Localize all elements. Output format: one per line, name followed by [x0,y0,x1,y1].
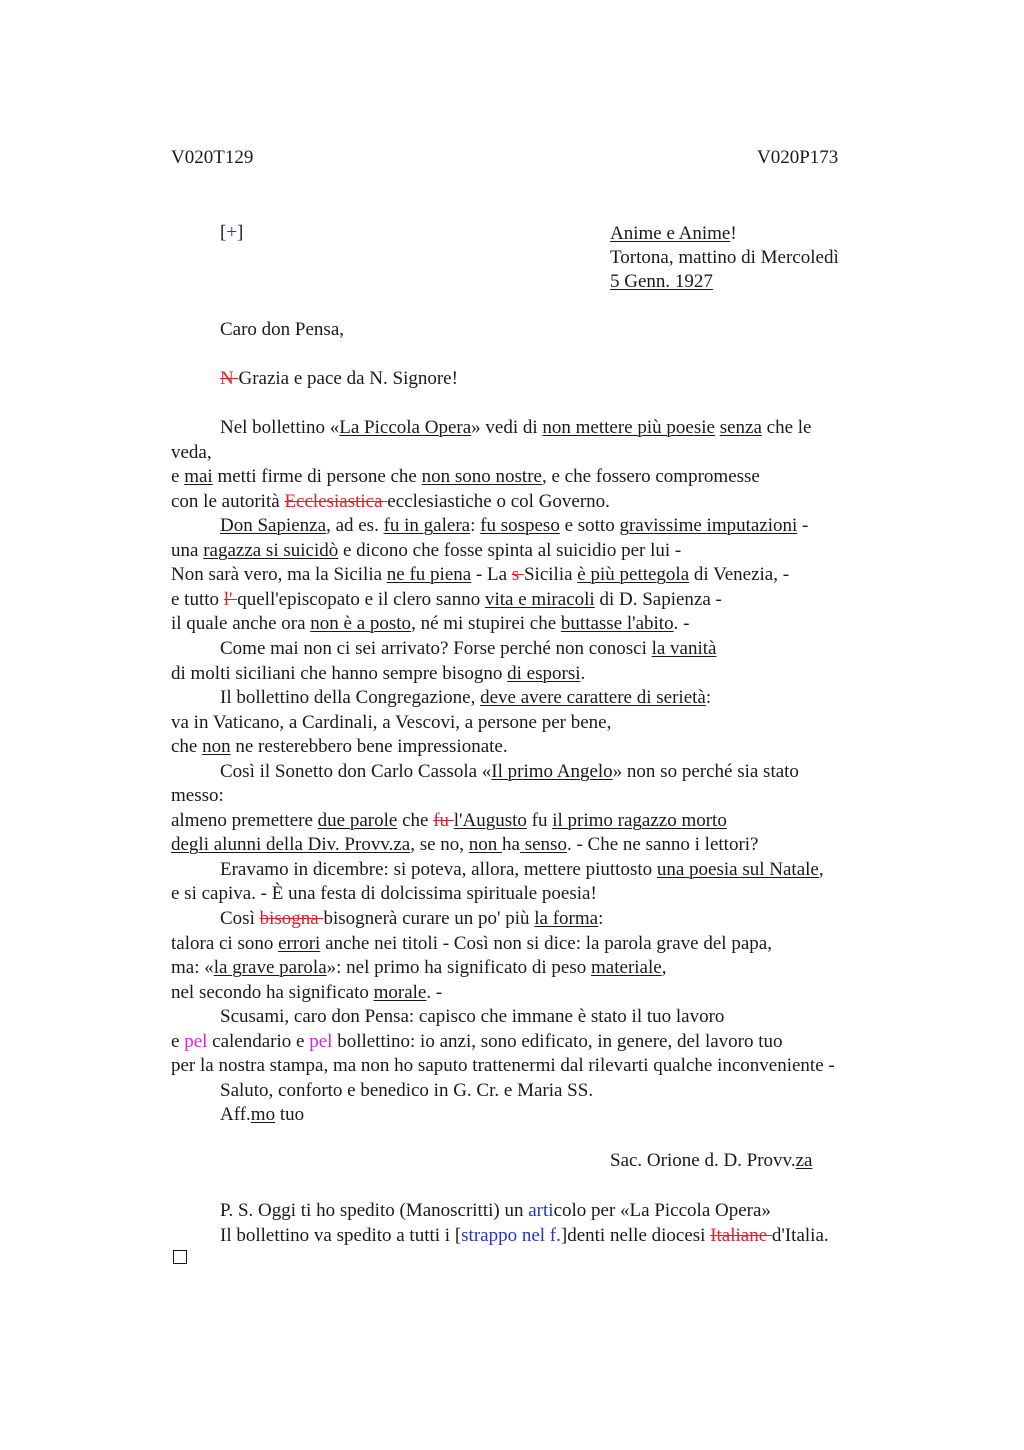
text-segment: ]denti nelle diocesi [560,1224,711,1246]
text-segment: , e che fossero compromesse [541,466,760,488]
body-line [220,907,603,931]
text-segment: che [397,809,434,831]
text-segment: ragazza si suicidò [203,539,339,561]
deleted-text: N [220,368,239,389]
body-line [220,1103,304,1127]
text-segment: deve avere carattere di serietà [480,687,706,709]
body-line [171,662,585,686]
postscript-line [220,1199,771,1223]
text-segment: Come mai non ci sei arrivato? Forse perché non conosci [220,637,652,659]
signature: Sac. Orione d. D. Provv.za [610,1150,813,1171]
text-segment: Così [220,908,260,929]
text-segment: e tutto [171,588,224,610]
expand-marker[interactable]: [+] [220,222,244,243]
text-segment: » non so perché sia stato [612,760,799,782]
body-line [220,858,824,882]
text-segment: con le autorità [171,490,285,512]
text-segment: non sono nostre [421,466,542,488]
text-segment: ma: « [171,957,214,979]
body-line [171,539,681,563]
text-segment: e dicono che fosse spinta al suicidio per lui - [338,539,682,561]
editorial-note: arti [528,1200,554,1221]
text-segment: una poesia sul Natale [656,858,819,880]
text-segment: la vanità [651,637,717,659]
text-segment: il primo ragazzo morto [552,809,727,831]
text-segment: pel [184,1030,208,1052]
text-segment: gravissime imputazioni [619,515,798,537]
text-segment: »: nel primo ha significato di peso [326,957,592,979]
text-segment: colo per «La Piccola Opera» [553,1200,771,1221]
body-line [220,416,811,440]
body-line [171,981,442,1005]
text-segment: Scusami, caro don Pensa: capisco che immane è stato il tuo lavoro [220,1006,725,1028]
checkbox-square-icon[interactable] [173,1250,187,1264]
text-segment: tuo [275,1104,305,1126]
greeting: N Grazia e pace da N. Signore! [220,368,458,389]
text-segment: fu [526,809,553,831]
text-segment: messo: [171,785,224,807]
document-code-left: V020T129 [171,147,254,168]
body-line [220,760,799,784]
deleted-text: s [511,564,524,586]
body-line [220,1005,724,1029]
text-segment: bisognerà curare un po' più [323,908,535,929]
text-segment: : [598,908,604,929]
text-segment: di esporsi [507,662,581,684]
text-segment: non mettere più poesie [542,417,715,438]
text-segment: , né mi stupirei che [411,613,561,635]
text-segment: bollettino: io anzi, sono edificato, in genere, del lavoro tuo [332,1030,783,1052]
postscript-line [220,1224,829,1248]
body-line [171,465,760,489]
text-segment: - [797,515,809,537]
body-line [171,563,789,587]
body-line [171,612,689,636]
text-segment: calendario e [207,1030,310,1052]
text-segment: . [580,662,586,684]
text-segment: metti firme di persone che [212,466,422,488]
body-line [171,711,611,735]
text-segment: d'Italia. [771,1224,829,1246]
text-segment: che le [761,417,812,438]
text-segment: e si capiva. - È una festa di dolcissima spirituale poesia! [171,883,597,905]
text-segment: quell'episcopato e il clero sanno [237,588,485,610]
plus-icon[interactable]: + [226,222,238,243]
text-segment: Il bollettino della Congregazione, [220,687,481,709]
dateline: Anime e Anime! Tortona, mattino di Mercoledì 5 Genn. 1927 [610,223,839,292]
text-segment: fu sospeso [480,515,560,537]
text-segment: la grave parola [213,957,327,979]
text-segment: mo [250,1104,276,1126]
text-segment: l'Augusto [453,809,527,831]
text-segment: non [468,834,503,856]
text-segment: Saluto, conforto e benedico in G. Cr. e Maria SS. [220,1079,594,1101]
body-line [220,686,711,710]
deleted-text: Ecclesiastica [284,490,388,512]
text-segment: talora ci sono [171,932,279,954]
salutation: Caro don Pensa, [220,319,345,340]
text-segment: di D. Sapienza - [594,588,722,610]
text-segment: La Piccola Opera [339,417,472,438]
body-line [220,514,808,538]
body-line [171,932,772,956]
text-segment: . - Che ne sanno i lettori? [566,834,759,856]
text-segment: ha [502,834,520,856]
body-line [171,882,597,906]
text-segment: ecclesiastiche o col Governo. [387,490,610,512]
text-segment: va in Vaticano, a Cardinali, a Vescovi, a persone per bene, [171,711,612,733]
text-segment: Aff. [220,1104,251,1126]
text-segment: una [171,539,204,561]
body-line [171,1054,835,1078]
text-segment: . - [426,981,443,1003]
deleted-text: Italiane [710,1224,772,1246]
date-line: 5 Genn. 1927 [610,271,713,292]
text-segment: ne resterebbero bene impressionate. [230,736,508,758]
text-segment: . - [673,613,690,635]
text-segment: nel secondo ha significato [171,981,374,1003]
text-segment: e [171,1030,185,1052]
text-segment: Così il Sonetto don Carlo Cassola « [220,760,492,782]
text-segment: la forma [534,908,599,929]
text-segment: : [705,687,712,709]
text-segment: Il primo Angelo [491,760,613,782]
text-segment: per la nostra stampa, ma non ho saputo trattenermi dal rilevarti qualche inconveniente - [171,1055,835,1077]
text-segment: , ad es. [326,515,384,537]
editorial-note: strappo nel f. [461,1224,561,1246]
text-segment: e sotto [559,515,620,537]
text-segment: Il bollettino va spedito a tutti i [ [220,1224,462,1246]
deleted-text: l' [223,588,238,610]
text-segment: » vedi di [471,417,543,438]
text-segment: materiale [591,957,662,979]
text-segment: Don Sapienza [220,515,327,537]
text-segment: buttasse l'abito [560,613,674,635]
body-line [171,490,610,514]
text-segment: senza [719,417,762,438]
text-segment: , se no, [410,834,469,856]
deleted-text: fu [433,809,454,831]
text-segment: di molti siciliani che hanno sempre bisogno [171,662,508,684]
text-segment: errori [278,932,321,954]
text-segment: ne fu piena [386,564,472,586]
body-line [171,588,722,612]
body-line [171,809,727,833]
text-segment: : [470,515,481,537]
text-segment: Sicilia [523,564,578,586]
text-segment: P. S. Oggi ti ho spedito (Manoscritti) un [220,1200,529,1221]
text-segment: , [661,957,667,979]
body-line [171,956,666,980]
body-line [171,441,212,465]
body-line [220,637,716,661]
body-line [171,735,508,759]
text-segment: Eravamo in dicembre: si poteva, allora, mettere piuttosto [220,858,657,880]
text-segment: è più pettegola [577,564,690,586]
body-line [171,784,224,808]
letter-title: Anime e Anime [610,223,731,244]
text-segment: senso [519,834,567,856]
text-segment: veda, [171,441,212,463]
text-segment: vita e miracoli [484,588,595,610]
text-segment: mai [184,466,213,488]
text-segment: e [171,466,185,488]
text-segment: - La [471,564,512,586]
text-segment: il quale anche ora [171,613,311,635]
text-segment: fu in galera [383,515,471,537]
document-code-right: V020P173 [757,147,839,168]
text-segment: anche nei titoli - Così non si dice: la parola grave del papa, [320,932,772,954]
text-segment: almeno premettere [171,809,318,831]
deleted-text: bisogna [259,908,324,929]
text-segment: Non sarà vero, ma la Sicilia [171,564,387,586]
body-line [171,1030,783,1054]
text-segment: due parole [317,809,398,831]
text-segment: morale [373,981,427,1003]
text-segment: Nel bollettino « [220,417,340,438]
text-segment: di Venezia, - [689,564,790,586]
body-line [220,1079,593,1103]
text-segment: non [202,736,231,758]
text-segment: non è a posto [310,613,412,635]
place-line: Tortona, mattino di Mercoledì [610,247,839,268]
text-segment: pel [309,1030,333,1052]
text-segment: , [818,858,824,880]
body-line [171,833,758,857]
text-segment: degli alunni della Div. Provv.za [171,834,411,856]
text-segment: che [171,736,203,758]
